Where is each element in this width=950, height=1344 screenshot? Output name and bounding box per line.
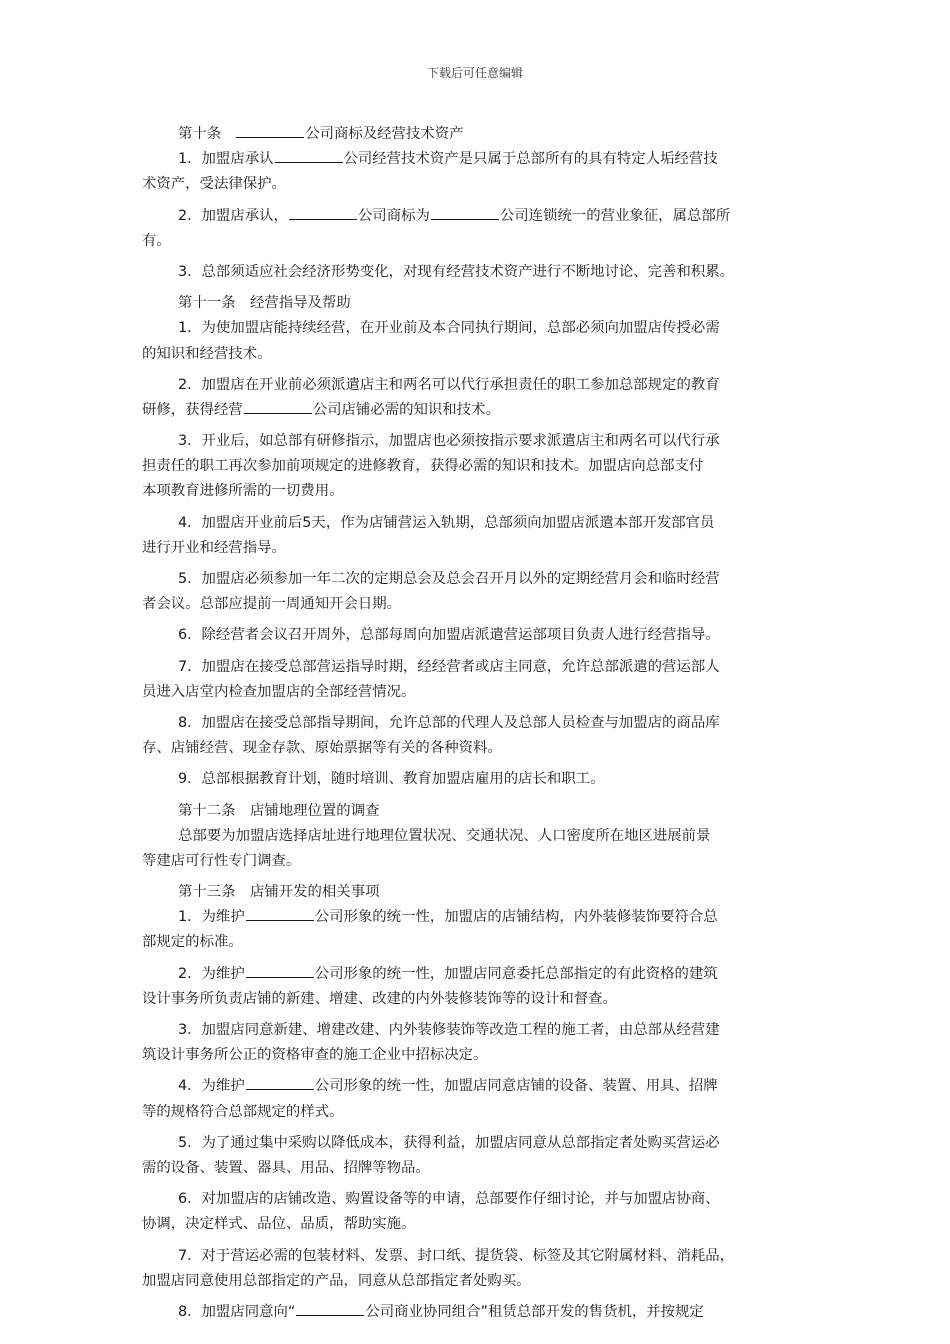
a13-p4-line1: 4．为维护 公司形象的统一性，加盟店同意店铺的设备、装置、用具、招牌 bbox=[142, 1074, 818, 1099]
a11-p7-line2: 员进入店堂内检查加盟店的全部经营情况。 bbox=[142, 683, 416, 700]
a10-p3: 3．总部须适应社会经济形势变化，对现有经营技术资产进行不断地讨论、完善和积累。 bbox=[178, 263, 735, 280]
a13-p6-line1: 6．对加盟店的店铺改造、购置设备等的申请，总部要作仔细讨论，并与加盟店协商、 bbox=[178, 1191, 720, 1208]
a11-p8-line1: 8．加盟店在接受总部指导期间，允许总部的代理人及总部人员检查与加盟店的商品库 bbox=[178, 714, 720, 731]
a11-p3-line1: 3．开业后，如总部有研修指示，加盟店也必须按指示要求派遣店主和两名可以代行承 bbox=[178, 433, 720, 450]
document-body bbox=[142, 122, 818, 1325]
a13-p7-line2: 加盟店同意使用总部指定的产品，同意从总部指定者处购买。 bbox=[142, 1272, 531, 1289]
a10-p1-line1: 1．加盟店承认 公司经营技术资产是只属于总部所有的具有特定人垢经营技 bbox=[142, 147, 818, 172]
a10-p2-line2: 有。 bbox=[142, 232, 171, 249]
a13-p2-line1: 2．为维护 公司形象的统一性，加盟店同意委托总部指定的有此资格的建筑 bbox=[142, 962, 818, 987]
article-11-title: 第十一条 经营指导及帮助 bbox=[178, 295, 351, 312]
a13-p5-line1: 5．为了通过集中采购以降低成本，获得利益，加盟店同意从总部指定者处购买营运必 bbox=[178, 1134, 720, 1151]
a13-p2-line2: 设计事务所负责店铺的新建、增建、改建的内外装修装饰等的设计和督查。 bbox=[142, 990, 617, 1007]
blank-line bbox=[246, 906, 314, 921]
a11-p8-line2: 存、店铺经营、现金存款、原始票据等有关的各种资料。 bbox=[142, 740, 502, 757]
page-header: 下载后可任意编辑 bbox=[426, 66, 523, 80]
a11-p6: 6．除经营者会议召开周外，总部每周向加盟店派遣营运部项目负责人进行经营指导。 bbox=[178, 627, 720, 644]
a11-p3-line2: 担责任的职工再次参加前项规定的进修教育，获得必需的知识和技术。加盟店向总部支付 bbox=[142, 458, 704, 475]
article-13-title: 第十三条 店铺开发的相关事项 bbox=[178, 884, 380, 901]
a11-p2-line1: 2．加盟店在开业前必须派遣店主和两名可以代行承担责任的职工参加总部规定的教育 bbox=[178, 376, 720, 393]
blank-line bbox=[236, 123, 304, 138]
a11-p2-line2: 研修，获得经营 公司店铺必需的知识和技术。 bbox=[142, 398, 818, 423]
a10-p1-line2: 术资产，受法律保护。 bbox=[142, 176, 286, 193]
a13-p4-line2: 等的规格符合总部规定的样式。 bbox=[142, 1103, 344, 1120]
a11-p7-line1: 7．加盟店在接受总部营运指导时期，经经营者或店主同意，允许总部派遣的营运部人 bbox=[178, 658, 720, 675]
blank-line bbox=[244, 399, 312, 414]
a13-p1-line1: 1．为维护 公司形象的统一性，加盟店的店铺结构，内外装修装饰要符合总 bbox=[142, 905, 818, 930]
blank-line bbox=[275, 148, 343, 163]
a11-p4-line2: 进行开业和经营指导。 bbox=[142, 539, 286, 556]
a12-p1-line2: 等建店可行性专门调查。 bbox=[142, 852, 301, 869]
blank-line bbox=[246, 963, 314, 978]
article-12-title: 第十二条 店铺地理位置的调查 bbox=[178, 802, 380, 819]
blank-line bbox=[296, 1301, 364, 1316]
a11-p3-line3: 本项教育进修所需的一切费用。 bbox=[142, 483, 344, 500]
a13-p1-line2: 部规定的标准。 bbox=[142, 934, 243, 951]
a11-p1-line1: 1．为使加盟店能持续经营，在开业前及本合同执行期间，总部必须向加盟店传授必需 bbox=[178, 320, 720, 337]
a11-p9: 9．总部根据教育计划，随时培训、教育加盟店雇用的店长和职工。 bbox=[178, 771, 605, 788]
a12-p1-line1: 总部要为加盟店选择店址进行地理位置状况、交通状况、人口密度所在地区进展前景 bbox=[178, 827, 711, 844]
blank-line bbox=[246, 1075, 314, 1090]
a13-p5-line2: 需的设备、装置、器具、用品、招牌等物品。 bbox=[142, 1159, 430, 1176]
blank-line bbox=[431, 205, 499, 220]
a10-p2-line1: 2．加盟店承认， 公司商标为 公司连锁统一的营业象征，属总部所 bbox=[142, 204, 818, 229]
a13-p7-line1: 7．对于营运必需的包装材料、发票、封口纸、提货袋、标签及其它附属材料、消耗品， bbox=[178, 1247, 735, 1264]
blank-line bbox=[289, 205, 357, 220]
article-10-title: 第十条 公司商标及经营技术资产 bbox=[142, 122, 818, 147]
a13-p3-line1: 3．加盟店同意新建、增建改建、内外装修装饰等改造工程的施工者，由总部从经营建 bbox=[178, 1022, 720, 1038]
a13-p3-line2: 筑设计事务所公正的资格审查的施工企业中招标决定。 bbox=[142, 1047, 488, 1064]
a11-p5-line1: 5．加盟店必须参加一年二次的定期总会及总会召开月以外的定期经营月会和临时经营 bbox=[178, 571, 720, 587]
a11-p4-line1: 4．加盟店开业前后5天，作为店铺营运入轨期，总部须向加盟店派遣本部开发部官员 bbox=[178, 514, 715, 531]
a11-p1-line2: 的知识和经营技术。 bbox=[142, 345, 272, 362]
a11-p5-line2: 者会议。总部应提前一周通知开会日期。 bbox=[142, 596, 402, 613]
a13-p8-line1: 8．加盟店同意向“ 公司商业协同组合”租赁总部开发的售货机，并按规定 bbox=[142, 1300, 818, 1325]
a13-p6-line2: 协调，决定样式、品位、品质，帮助实施。 bbox=[142, 1216, 416, 1233]
